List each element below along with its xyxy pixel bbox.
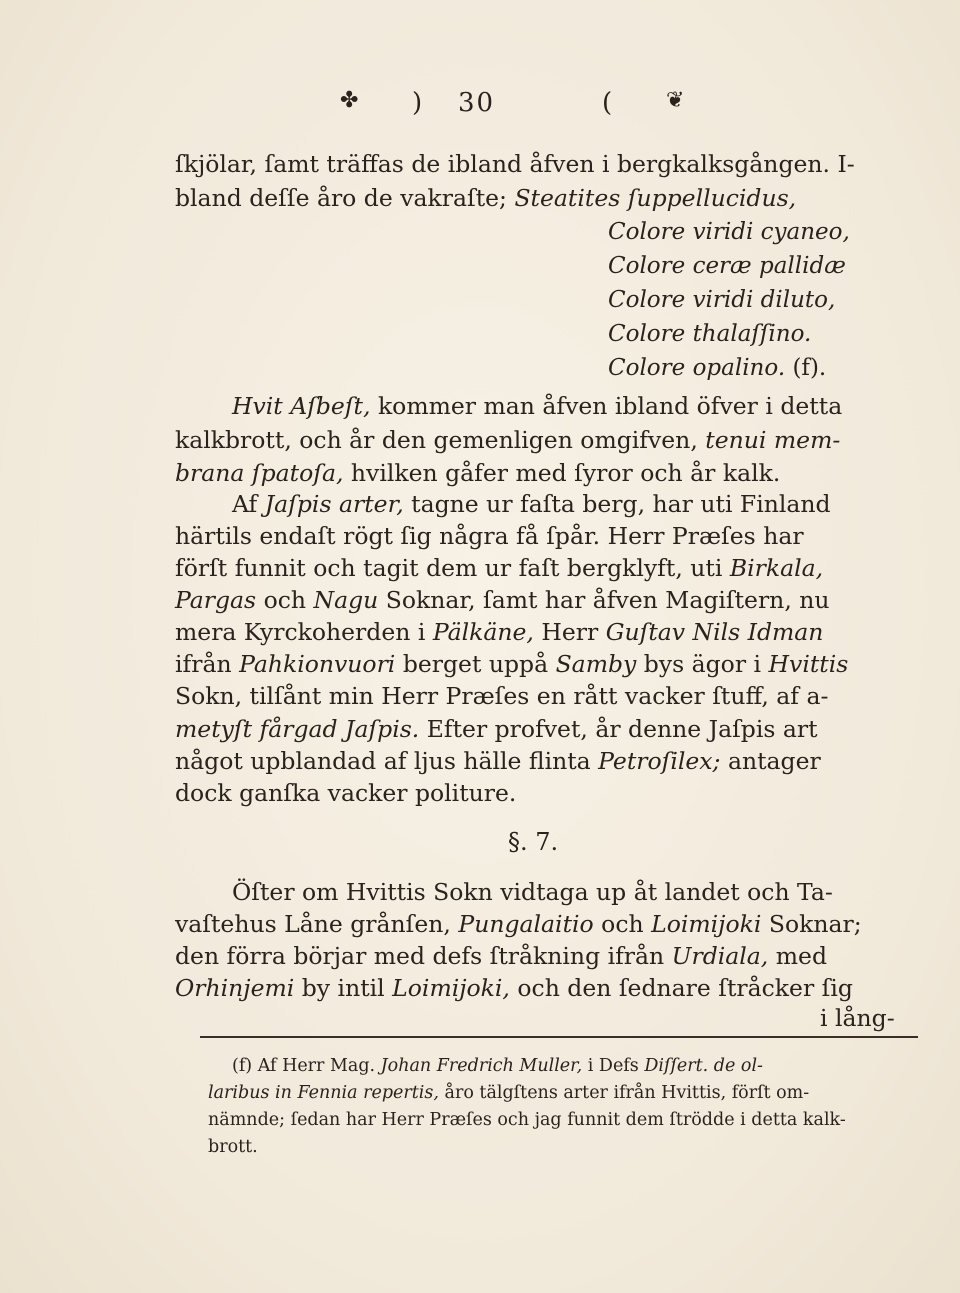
text-run: (f) Af Herr Mag. xyxy=(232,1056,376,1076)
text-run: kalkbrott, och år den gemenligen omgifven, xyxy=(175,426,698,454)
text-run: Herr xyxy=(541,618,599,646)
latin-term: laribus in Fennia repertis, xyxy=(208,1083,439,1103)
text-run: åro tälgſtens arter ifrån Hvittis, förſt om- xyxy=(444,1083,810,1103)
person-name: Guſtav Nils Idman xyxy=(605,618,824,646)
text-run: berget uppå xyxy=(402,650,549,678)
footnote-line xyxy=(208,1135,928,1160)
text-line xyxy=(175,650,915,678)
place-name: Hvittis xyxy=(768,650,849,678)
text-line xyxy=(175,779,915,807)
place-name: Pungalaitio xyxy=(458,910,594,938)
text-line xyxy=(175,184,915,212)
page-number: 30 xyxy=(458,88,496,118)
ornament-right-icon: ❦ xyxy=(666,88,687,113)
text-line xyxy=(175,554,915,582)
text-run: by intil xyxy=(301,974,385,1002)
text-run: och xyxy=(263,586,307,614)
text-run: härtils endaſt rögt ſig några få ſpår. Herr Præſes har xyxy=(175,522,804,550)
footnote-rule xyxy=(200,1036,918,1038)
text-line xyxy=(175,150,915,178)
place-name: Samby xyxy=(555,650,637,678)
place-name: Birkala, xyxy=(729,554,824,582)
mineral-term: Aſbeſt, xyxy=(290,392,371,420)
text-line xyxy=(175,715,915,743)
place-name: Orhinjemi xyxy=(175,974,295,1002)
catchword xyxy=(820,1004,930,1032)
text-line xyxy=(175,747,915,775)
colore-item: Colore thalaſſino. xyxy=(608,321,812,347)
text-run: Soknar, ſamt har åfven Magiſtern, nu xyxy=(385,586,830,614)
place-name: Pargas xyxy=(175,586,257,614)
place-name: Nagu xyxy=(313,586,379,614)
text-line xyxy=(175,910,915,938)
place-name: Loimijoki xyxy=(651,910,762,938)
colore-item xyxy=(608,355,826,381)
footnote-line xyxy=(232,1054,922,1079)
text-run: nämnde; ſedan har Herr Præſes och jag funnit dem ſtrödde i detta kalk- xyxy=(208,1110,846,1130)
text-run: bland deſſe åro de vakraſte; xyxy=(175,184,507,212)
text-run: Öſter om Hvittis Sokn vidtaga up åt landet och Ta- xyxy=(232,878,833,906)
footnote-ref: (f). xyxy=(792,355,827,381)
text-run: Sokn, tilſånt min Herr Præſes en rått vacker ſtuff, af a- xyxy=(175,682,829,710)
latin-term: Petroſilex; xyxy=(598,747,721,775)
text-line xyxy=(232,878,922,906)
place-name: Loimijoki, xyxy=(392,974,510,1002)
text-line xyxy=(175,522,915,550)
colore-item: Colore viridi diluto, xyxy=(608,287,836,313)
footnote-line xyxy=(208,1108,928,1133)
text-run: bys ägor i xyxy=(643,650,762,678)
latin-term: tenui mem- xyxy=(705,426,841,454)
latin-term: Diſſert. de ol- xyxy=(644,1056,763,1076)
latin-term: Steatites ſuppellucidus, xyxy=(514,184,797,212)
text-line xyxy=(175,618,915,646)
text-run: tagne ur faſta berg, har uti Finland xyxy=(411,490,831,518)
text-line xyxy=(175,682,915,710)
text-run: förſt funnit och tagit dem ur faſt bergklyft, uti xyxy=(175,554,723,582)
text-line xyxy=(232,490,922,518)
colore-item: Colore viridi cyaneo, xyxy=(608,219,850,245)
text-run: Hvit xyxy=(232,392,283,420)
text-run: vaſtehus Låne grånſen, xyxy=(175,910,451,938)
text-run: brott. xyxy=(208,1137,258,1157)
place-name: Urdiala, xyxy=(671,942,769,970)
text-run: Soknar; xyxy=(768,910,862,938)
text-run: i lång- xyxy=(820,1004,895,1032)
text-line xyxy=(175,942,915,970)
text-run: mera Kyrckoherden i xyxy=(175,618,426,646)
colore-item: Colore ceræ pallidæ xyxy=(608,253,846,279)
section-heading: §. 7. xyxy=(508,828,559,856)
footnote-line xyxy=(208,1081,928,1106)
text-line xyxy=(175,974,915,1002)
mineral-term: Jaſpis arter, xyxy=(264,490,404,518)
text-run: ifrån xyxy=(175,650,232,678)
header-paren-left: ( xyxy=(602,88,615,118)
text-line xyxy=(232,392,922,420)
text-run: och xyxy=(601,910,644,938)
text-run: i Defs xyxy=(587,1056,639,1076)
running-header xyxy=(340,88,720,128)
text-run: hvilken gåfer med ſyror och år kalk. xyxy=(350,459,781,487)
text-line xyxy=(175,426,915,454)
mineral-term: metyſt fårgad Jaſpis. xyxy=(175,715,420,743)
colore-label: Colore opalino. xyxy=(608,355,786,381)
place-name: Pahkionvuori xyxy=(239,650,396,678)
place-name: Pälkäne, xyxy=(432,618,534,646)
text-run: antager xyxy=(727,747,821,775)
text-run: den förra börjar med defs ſtråkning ifrån xyxy=(175,942,665,970)
person-name: Johan Fredrich Muller, xyxy=(380,1056,583,1076)
text-run: Af xyxy=(232,490,258,518)
text-run: dock ganſka vacker politure. xyxy=(175,779,517,807)
text-line xyxy=(175,459,915,487)
text-run: kommer man åfven ibland öfver i detta xyxy=(377,392,843,420)
text-line xyxy=(175,586,915,614)
text-run: och den ſednare ſtråcker ſig xyxy=(517,974,853,1002)
text-run: ſkjölar, ſamt träffas de ibland åfven i bergkalksgången. I- xyxy=(175,150,855,178)
text-run: med xyxy=(775,942,827,970)
latin-term: brana ſpatoſa, xyxy=(175,459,344,487)
ornament-left-icon: ✤ xyxy=(340,88,361,113)
text-run: något upblandad af ljus hälle flinta xyxy=(175,747,591,775)
text-run: Efter profvet, år denne Jaſpis art xyxy=(426,715,818,743)
header-paren-right: ) xyxy=(412,88,425,118)
